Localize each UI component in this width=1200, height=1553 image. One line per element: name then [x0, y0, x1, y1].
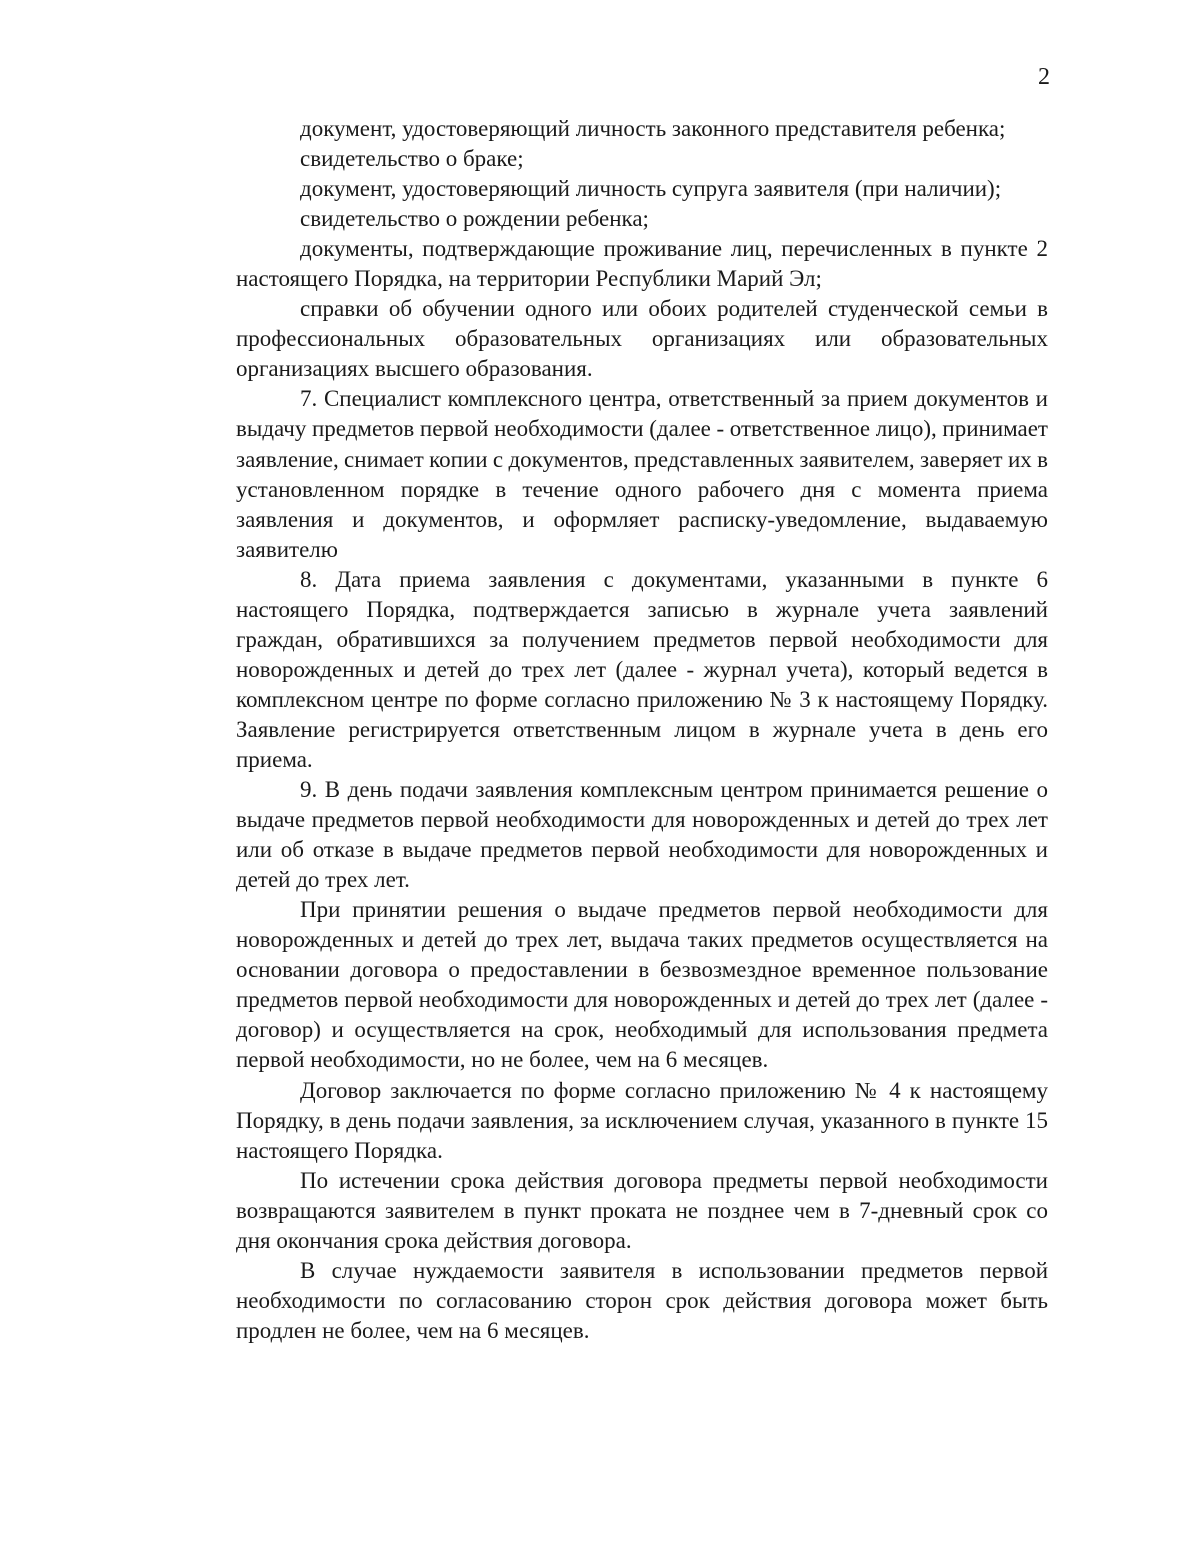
paragraph-spouse-id: документ, удостоверяющий личность супруга заявителя (при наличии);	[300, 176, 1002, 202]
paragraph-representative-id: документ, удостоверяющий личность законного представителя ребенка;	[300, 116, 1006, 141]
paragraph-contract-form: Договор заключается по форме согласно приложению № 4 к настоящему Порядку, в день подачи заявления, за исключением случая, указанного в пункте 15 настоящего Порядка.	[236, 1077, 1048, 1163]
page-number: 2	[1038, 64, 1050, 90]
paragraph-contract-extension: В случае нуждаемости заявителя в использовании предметов первой необходимости по согласованию сторон срок действия договора может быть продлен не более, чем на 6 месяцев.	[236, 1257, 1048, 1343]
paragraph-marriage-certificate: свидетельство о браке;	[300, 146, 524, 172]
document-body	[236, 114, 1048, 1346]
paragraph-residence-documents: документы, подтверждающие проживание лиц, перечисленных в пункте 2 настоящего Порядка, на территории Республики Марий Эл;	[236, 236, 1048, 292]
paragraph-study-certificates: справки об обучении одного или обоих родителей студенческой семьи в профессиональных образовательных организациях или образовательных организациях высшего образования.	[236, 296, 1048, 382]
paragraph-birth-certificate: свидетельство о рождении ребенка;	[300, 206, 649, 232]
paragraph-item-7: 7. Специалист комплексного центра, ответственный за прием документов и выдачу предметов первой необходимости (далее - ответственное лицо), принимает заявление, снимает копии с документов, представленных заявителем, заверяет их в установленном порядке в течение одного рабочего дня с момента приема заявления и документов, и оформляет расписку-уведомление, выдаваемую заявителю	[236, 386, 1048, 562]
paragraph-item-8: 8. Дата приема заявления с документами, указанными в пункте 6 настоящего Порядка, подтверждается записью в журнале учета заявлений граждан, обратившихся за получением предметов первой необходимости для новорожденных и детей до трех лет (далее - журнал учета), который ведется в комплексном центре по форме согласно приложению № 3 к настоящему Порядку. Заявление регистрируется ответственным лицом в журнале учета в день его приема.	[236, 566, 1048, 772]
paragraph-item-9: 9. В день подачи заявления комплексным центром принимается решение о выдаче предметов первой необходимости для новорожденных и детей до трех лет или об отказе в выдаче предметов первой необходимости для новорожденных и детей до трех лет.	[236, 777, 1048, 893]
paragraph-return-items: По истечении срока действия договора предметы первой необходимости возвращаются заявителем в пункт проката не позднее чем в 7-дневный срок со дня окончания срока действия договора.	[236, 1167, 1048, 1253]
paragraph-decision-issue: При принятии решения о выдаче предметов первой необходимости для новорожденных и детей до трех лет, выдача таких предметов осуществляется на основании договора о предоставлении в безвозмездное временное пользование предметов первой необходимости для новорожденных и детей до трех лет (далее - договор) и осуществляется на срок, необходимый для использования предмета первой необходимости, но не более, чем на 6 месяцев.	[236, 897, 1048, 1073]
